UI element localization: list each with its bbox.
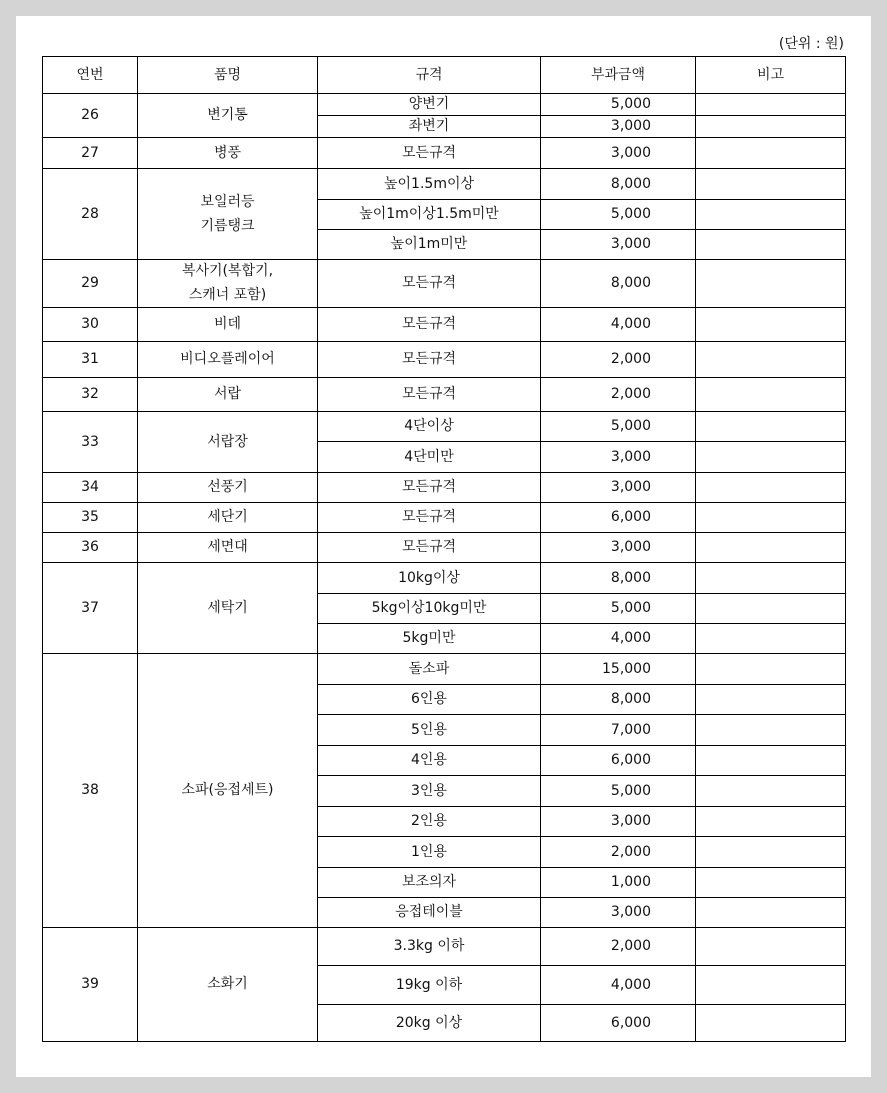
header-amount: 부과금액 [541, 57, 696, 94]
spec-cell: 5kg미만 [318, 624, 541, 654]
amount-cell: 6,000 [541, 503, 696, 533]
item-name [138, 503, 318, 533]
item-name-line: 세면대 [207, 539, 248, 555]
remarks-cell [696, 533, 846, 563]
spec-cell: 모든규격 [318, 533, 541, 563]
item-name-line: 서랍장 [207, 433, 248, 450]
row-number: 36 [43, 533, 138, 563]
remarks-cell [696, 654, 846, 685]
amount-cell: 5,000 [541, 94, 696, 116]
header-no: 연번 [43, 57, 138, 94]
remarks-cell [696, 898, 846, 928]
row-number: 33 [43, 412, 138, 473]
spec-cell: 4단이상 [318, 412, 541, 442]
remarks-cell [696, 503, 846, 533]
item-name [138, 412, 318, 473]
spec-cell: 모든규격 [318, 260, 541, 308]
remarks-cell [696, 169, 846, 200]
header-row [43, 57, 846, 94]
table-row [43, 473, 846, 503]
spec-cell: 2인용 [318, 807, 541, 837]
amount-cell: 8,000 [541, 169, 696, 200]
remarks-cell [696, 473, 846, 503]
remarks-cell [696, 563, 846, 594]
item-name-line: 서랍 [213, 386, 242, 402]
table-row [43, 503, 846, 533]
spec-cell: 5인용 [318, 715, 541, 746]
row-number: 29 [43, 260, 138, 308]
table-row [43, 94, 846, 116]
spec-cell: 높이1m이상1.5m미만 [318, 200, 541, 230]
table-row [43, 378, 846, 412]
spec-cell: 5kg이상10kg미만 [318, 594, 541, 624]
amount-cell: 5,000 [541, 776, 696, 807]
item-name [138, 654, 318, 928]
remarks-cell [696, 260, 846, 308]
amount-cell: 5,000 [541, 412, 696, 442]
remarks-cell [696, 116, 846, 138]
amount-cell: 2,000 [541, 928, 696, 966]
table-row [43, 533, 846, 563]
item-name [138, 928, 318, 1042]
item-name-line: 복사기(복합기, [181, 263, 274, 279]
row-number: 39 [43, 928, 138, 1042]
spec-cell: 모든규격 [318, 378, 541, 412]
remarks-cell [696, 837, 846, 868]
row-number: 30 [43, 308, 138, 342]
spec-cell: 응접테이블 [318, 898, 541, 928]
header-spec: 규격 [318, 57, 541, 94]
spec-cell: 높이1.5m이상 [318, 169, 541, 200]
amount-cell: 7,000 [541, 715, 696, 746]
amount-cell: 3,000 [541, 533, 696, 563]
amount-cell: 3,000 [541, 807, 696, 837]
remarks-cell [696, 200, 846, 230]
amount-cell: 3,000 [541, 442, 696, 473]
amount-cell: 8,000 [541, 260, 696, 308]
table-row [43, 138, 846, 169]
spec-cell: 모든규격 [318, 473, 541, 503]
row-number: 26 [43, 94, 138, 138]
remarks-cell [696, 807, 846, 837]
table-row [43, 563, 846, 594]
item-name [138, 473, 318, 503]
amount-cell: 6,000 [541, 1005, 696, 1042]
spec-cell: 높이1m미만 [318, 230, 541, 260]
amount-cell: 2,000 [541, 378, 696, 412]
remarks-cell [696, 868, 846, 898]
spec-cell: 양변기 [318, 94, 541, 116]
spec-cell: 20kg 이상 [318, 1005, 541, 1042]
amount-cell: 3,000 [541, 116, 696, 138]
fee-table [42, 56, 846, 1042]
spec-cell: 모든규격 [318, 138, 541, 169]
amount-cell: 4,000 [541, 966, 696, 1005]
item-name [138, 169, 318, 260]
remarks-cell [696, 1005, 846, 1042]
item-name [138, 533, 318, 563]
spec-cell: 모든규격 [318, 308, 541, 342]
item-name [138, 563, 318, 654]
spec-cell: 좌변기 [318, 116, 541, 138]
table-row [43, 260, 846, 308]
spec-cell: 돌소파 [318, 654, 541, 685]
item-name [138, 260, 318, 308]
item-name [138, 378, 318, 412]
spec-cell: 보조의자 [318, 868, 541, 898]
item-name-line: 보일러등 [200, 193, 255, 210]
amount-cell: 4,000 [541, 308, 696, 342]
remarks-cell [696, 230, 846, 260]
spec-cell: 3인용 [318, 776, 541, 807]
document-page [16, 16, 871, 1077]
table-row [43, 928, 846, 966]
remarks-cell [696, 442, 846, 473]
spec-cell: 모든규격 [318, 342, 541, 378]
amount-cell: 8,000 [541, 685, 696, 715]
spec-cell: 4인용 [318, 746, 541, 776]
header-item-name: 품명 [138, 57, 318, 94]
item-name-line: 병풍 [213, 144, 242, 161]
item-name-line: 선풍기 [207, 479, 248, 495]
remarks-cell [696, 378, 846, 412]
remarks-cell [696, 715, 846, 746]
remarks-cell [696, 966, 846, 1005]
amount-cell: 15,000 [541, 654, 696, 685]
item-name-line: 변기통 [207, 107, 248, 123]
item-name-line: 기름탱크 [200, 217, 255, 234]
spec-cell: 4단미만 [318, 442, 541, 473]
item-name [138, 342, 318, 378]
item-name [138, 138, 318, 169]
unit-label: (단위 : 원) [778, 36, 844, 52]
row-number: 35 [43, 503, 138, 533]
remarks-cell [696, 928, 846, 966]
item-name-line: 소화기 [207, 976, 248, 992]
spec-cell: 10kg이상 [318, 563, 541, 594]
spec-cell: 1인용 [318, 837, 541, 868]
row-number: 27 [43, 138, 138, 169]
remarks-cell [696, 412, 846, 442]
row-number: 38 [43, 654, 138, 928]
amount-cell: 1,000 [541, 868, 696, 898]
item-name-line: 세탁기 [207, 599, 248, 616]
amount-cell: 2,000 [541, 342, 696, 378]
remarks-cell [696, 776, 846, 807]
item-name-line: 소파(응접세트) [181, 782, 274, 798]
remarks-cell [696, 138, 846, 169]
spec-cell: 3.3kg 이하 [318, 928, 541, 966]
spec-cell: 19kg 이하 [318, 966, 541, 1005]
item-name-line: 비디오플레이어 [180, 351, 275, 367]
item-name [138, 308, 318, 342]
amount-cell: 2,000 [541, 837, 696, 868]
amount-cell: 3,000 [541, 230, 696, 260]
remarks-cell [696, 308, 846, 342]
amount-cell: 3,000 [541, 138, 696, 169]
item-name-line: 비데 [213, 316, 242, 332]
table-body [43, 94, 846, 1042]
row-number: 34 [43, 473, 138, 503]
spec-cell: 모든규격 [318, 503, 541, 533]
remarks-cell [696, 624, 846, 654]
amount-cell: 6,000 [541, 746, 696, 776]
amount-cell: 8,000 [541, 563, 696, 594]
row-number: 32 [43, 378, 138, 412]
spec-cell: 6인용 [318, 685, 541, 715]
remarks-cell [696, 94, 846, 116]
row-number: 31 [43, 342, 138, 378]
amount-cell: 4,000 [541, 624, 696, 654]
item-name-line: 세단기 [207, 509, 248, 525]
table-row [43, 412, 846, 442]
item-name-line: 스캐너 포함) [188, 287, 267, 303]
item-name [138, 94, 318, 138]
remarks-cell [696, 685, 846, 715]
amount-cell: 3,000 [541, 473, 696, 503]
remarks-cell [696, 746, 846, 776]
amount-cell: 3,000 [541, 898, 696, 928]
row-number: 28 [43, 169, 138, 260]
amount-cell: 5,000 [541, 594, 696, 624]
header-remarks: 비고 [696, 57, 846, 94]
table-row [43, 342, 846, 378]
remarks-cell [696, 342, 846, 378]
table-row [43, 308, 846, 342]
table-row [43, 169, 846, 200]
amount-cell: 5,000 [541, 200, 696, 230]
remarks-cell [696, 594, 846, 624]
row-number: 37 [43, 563, 138, 654]
table-row [43, 654, 846, 685]
